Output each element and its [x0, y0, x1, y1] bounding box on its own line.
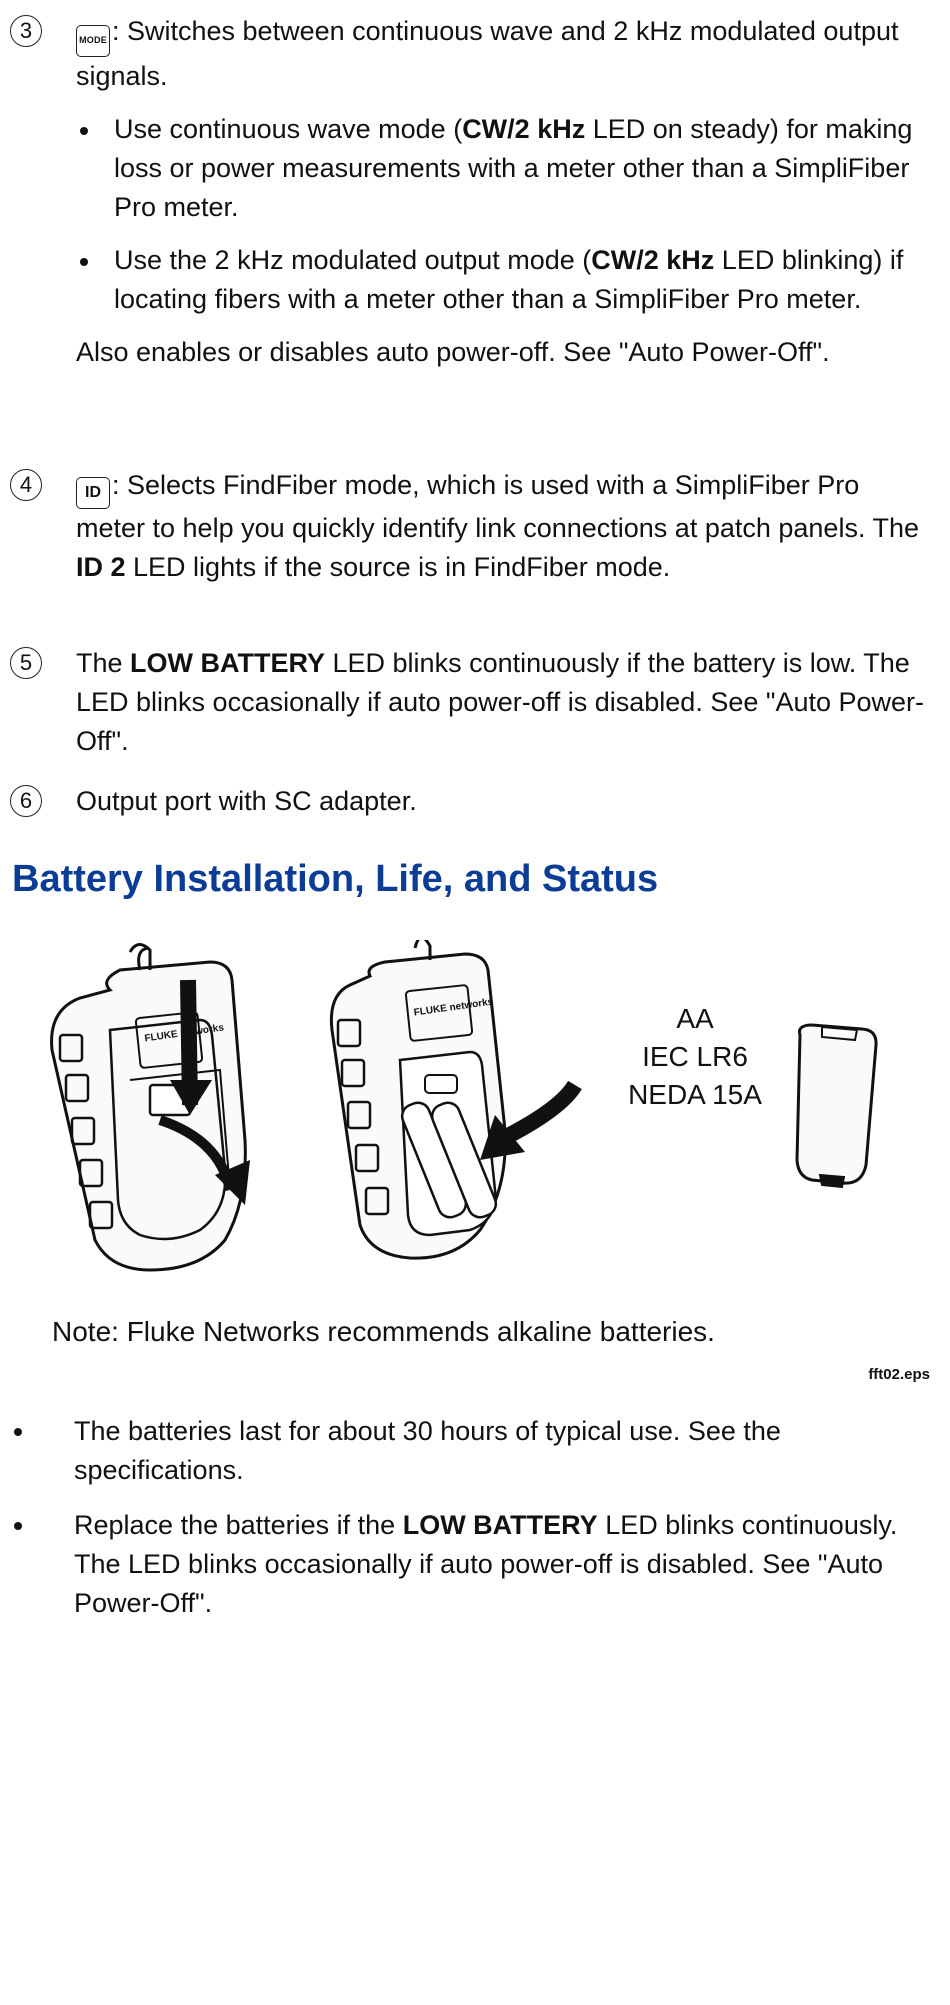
callout-number: 3: [10, 15, 42, 47]
battery-cover: [797, 1025, 876, 1187]
item-description: ID : Selects FindFiber mode, which is used with a SimpliFiber Pro meter to help you quickly identify link connections at patch panels. The ID 2 LED lights if the source is in FindFiber mode.: [76, 470, 919, 582]
battery-spec-label: AA IEC LR6 NEDA 15A: [628, 1003, 762, 1110]
id-key-icon: ID: [76, 477, 110, 509]
callout-number: 6: [10, 785, 42, 817]
list-item: The batteries last for about 30 hours of typical use. See the specifications.: [10, 1412, 930, 1490]
figure-id: fft02.eps: [868, 1366, 930, 1383]
item-description: The LOW BATTERY LED blinks continuously if the battery is low. The LED blinks occasionally if auto power-off is disabled. See "Auto Power-Off".: [76, 648, 925, 756]
figure-note: Note: Fluke Networks recommends alkaline batteries.: [52, 1316, 715, 1347]
svg-text:FLUKE networks: FLUKE networks: [143, 1022, 225, 1045]
device-open-compartment: [331, 940, 575, 1258]
list-item: Use the 2 kHz modulated output mode (CW/2 kHz LED blinking) if locating fibers with a meter other than a SimpliFiber Pro meter.: [76, 241, 935, 319]
bullet-icon: [14, 1522, 22, 1530]
mode-key-icon: MODE: [76, 25, 110, 57]
callout-item-5: [10, 644, 935, 761]
callout-item-6: [10, 782, 935, 821]
item-description: MODE : Switches between continuous wave and 2 kHz modulated output signals.: [76, 16, 899, 91]
bullet-list: [76, 110, 935, 319]
callout-number: 4: [10, 469, 42, 501]
item-description: Output port with SC adapter.: [76, 786, 417, 816]
item-note: Also enables or disables auto power-off. See "Auto Power-Off".: [76, 337, 830, 367]
bullet-icon: [14, 1428, 22, 1436]
battery-installation-illustration: [40, 940, 920, 1300]
list-item: Use continuous wave mode (CW/2 kHz LED on steady) for making loss or power measurements with a meter other than a SimpliFiber Pro meter.: [76, 110, 935, 227]
callout-item-3: [10, 12, 935, 372]
callout-item-4: [10, 466, 935, 587]
list-item: Replace the batteries if the LOW BATTERY LED blinks continuously. The LED blinks occasionally if auto power-off is disabled. See "Auto Power-Off".: [10, 1506, 930, 1623]
section-heading: Battery Installation, Life, and Status: [12, 858, 659, 900]
device-back-view: [52, 944, 250, 1270]
svg-text:FLUKE networks: FLUKE networks: [413, 996, 494, 1019]
callout-number: 5: [10, 647, 42, 679]
